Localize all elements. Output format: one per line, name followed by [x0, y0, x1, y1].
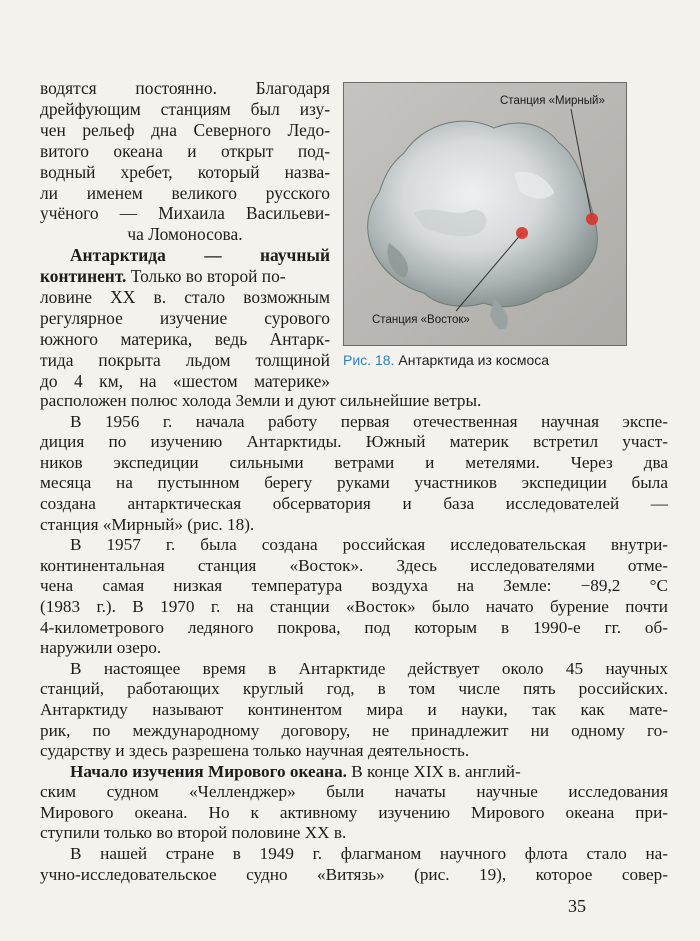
text-line: водный хребет, который назва-	[40, 161, 330, 182]
text-line: В 1956 г. начала работу первая отечественная научная экспе-	[70, 411, 668, 431]
text-line: регулярное изучение сурового	[40, 307, 330, 328]
caption-text: Антарктида из космоса	[398, 352, 550, 368]
text-line: рик, по международному договору, не принадлежит ни одному го-	[40, 720, 668, 740]
label-vostok: Станция «Восток»	[372, 314, 470, 326]
text-line: ли именем великого русского	[40, 182, 330, 203]
text-line: ским судном «Челленджер» были начаты научные исследования	[40, 782, 668, 802]
antarctica-satellite-image	[343, 82, 627, 346]
text-line: учёного — Михаила Васильеви-	[40, 203, 330, 224]
page-number: 35	[568, 896, 586, 916]
text-span: Только во второй по-	[126, 266, 286, 287]
text-line: наружили озеро.	[40, 638, 162, 658]
text-line: континентальная станция «Восток». Здесь исследователями отме-	[40, 555, 668, 575]
text-line: водятся постоянно. Благодаря	[40, 78, 330, 98]
left-column	[40, 78, 330, 392]
text-line: создана антарктическая обсерватория и база исследователей —	[40, 493, 668, 513]
text-line: ступили только во второй половине XX в.	[40, 823, 347, 843]
caption-number: Рис. 18.	[343, 352, 395, 368]
figure-caption	[343, 352, 643, 368]
text-line: диция по изучению Антарктиды. Южный материк встретил участ-	[40, 432, 668, 452]
text-line: Мирового океана. Но к активному изучению Мирового океана при-	[40, 802, 668, 822]
text-line: ловине XX в. стало возможным	[40, 287, 330, 308]
text-line: В настоящее время в Антарктиде действует около 45 научных	[70, 658, 668, 678]
text-line: витого океана и открыт под-	[40, 140, 330, 161]
section-heading	[40, 245, 330, 266]
text-line: учно-исследовательское судно «Витязь» (рис. 19), которое совер-	[40, 864, 668, 884]
text-line: чен рельеф дна Северного Ледо-	[40, 119, 330, 140]
text-line: до 4 км, на «шестом материке»	[40, 370, 330, 391]
text-line	[40, 762, 668, 783]
text-line: В нашей стране в 1949 г. флагманом научного флота стало на-	[70, 844, 668, 864]
label-mirny: Станция «Мирный»	[500, 95, 605, 107]
mirny-station-marker	[586, 213, 598, 225]
text-line: 4-километрового ледяного покрова, под которым в 1990-е гг. об-	[40, 617, 668, 637]
heading-ocean: Начало изучения Мирового океана.	[70, 761, 347, 781]
text-line: сударству и здесь разрешена только научная деятельность.	[40, 741, 470, 761]
text-line: месяца на пустынном берегу руками участников экспедиции была	[40, 473, 668, 493]
text-line: тида покрыта льдом толщиной	[40, 349, 330, 370]
text-line: станций, работающих круглый год, в том числе пять российских.	[40, 679, 668, 699]
text-span: В конце XIX в. англий-	[346, 761, 521, 781]
text-line: Антарктиду называют континентом мира и науки, так как мате-	[40, 699, 668, 719]
main-text	[40, 391, 668, 885]
text-line: ников экспедиции сильными ветрами и метелями. Через два	[40, 452, 668, 472]
text-line: ча Ломоносова.	[127, 224, 243, 245]
text-line: расположен полюс холода Земли и дуют сильнейшие ветры.	[40, 391, 482, 410]
text-line: дрейфующим станциям был изу-	[40, 98, 330, 119]
text-line: (1983 г.). В 1970 г. на станции «Восток» было начато бурение почти	[40, 596, 668, 616]
text-line: южного материка, ведь Антарк-	[40, 328, 330, 349]
text-line: чена самая низкая температура воздуха на Земле: −89,2 °С	[40, 576, 668, 596]
heading-antarctica: Антарктида — научный	[70, 245, 330, 266]
text-line	[40, 266, 330, 287]
text-line: В 1957 г. была создана российская исследовательская внутри-	[70, 535, 668, 555]
text-line: станция «Мирный» (рис. 18).	[40, 514, 255, 534]
vostok-station-marker	[516, 227, 528, 239]
heading-antarctica-2: континент.	[40, 266, 127, 287]
